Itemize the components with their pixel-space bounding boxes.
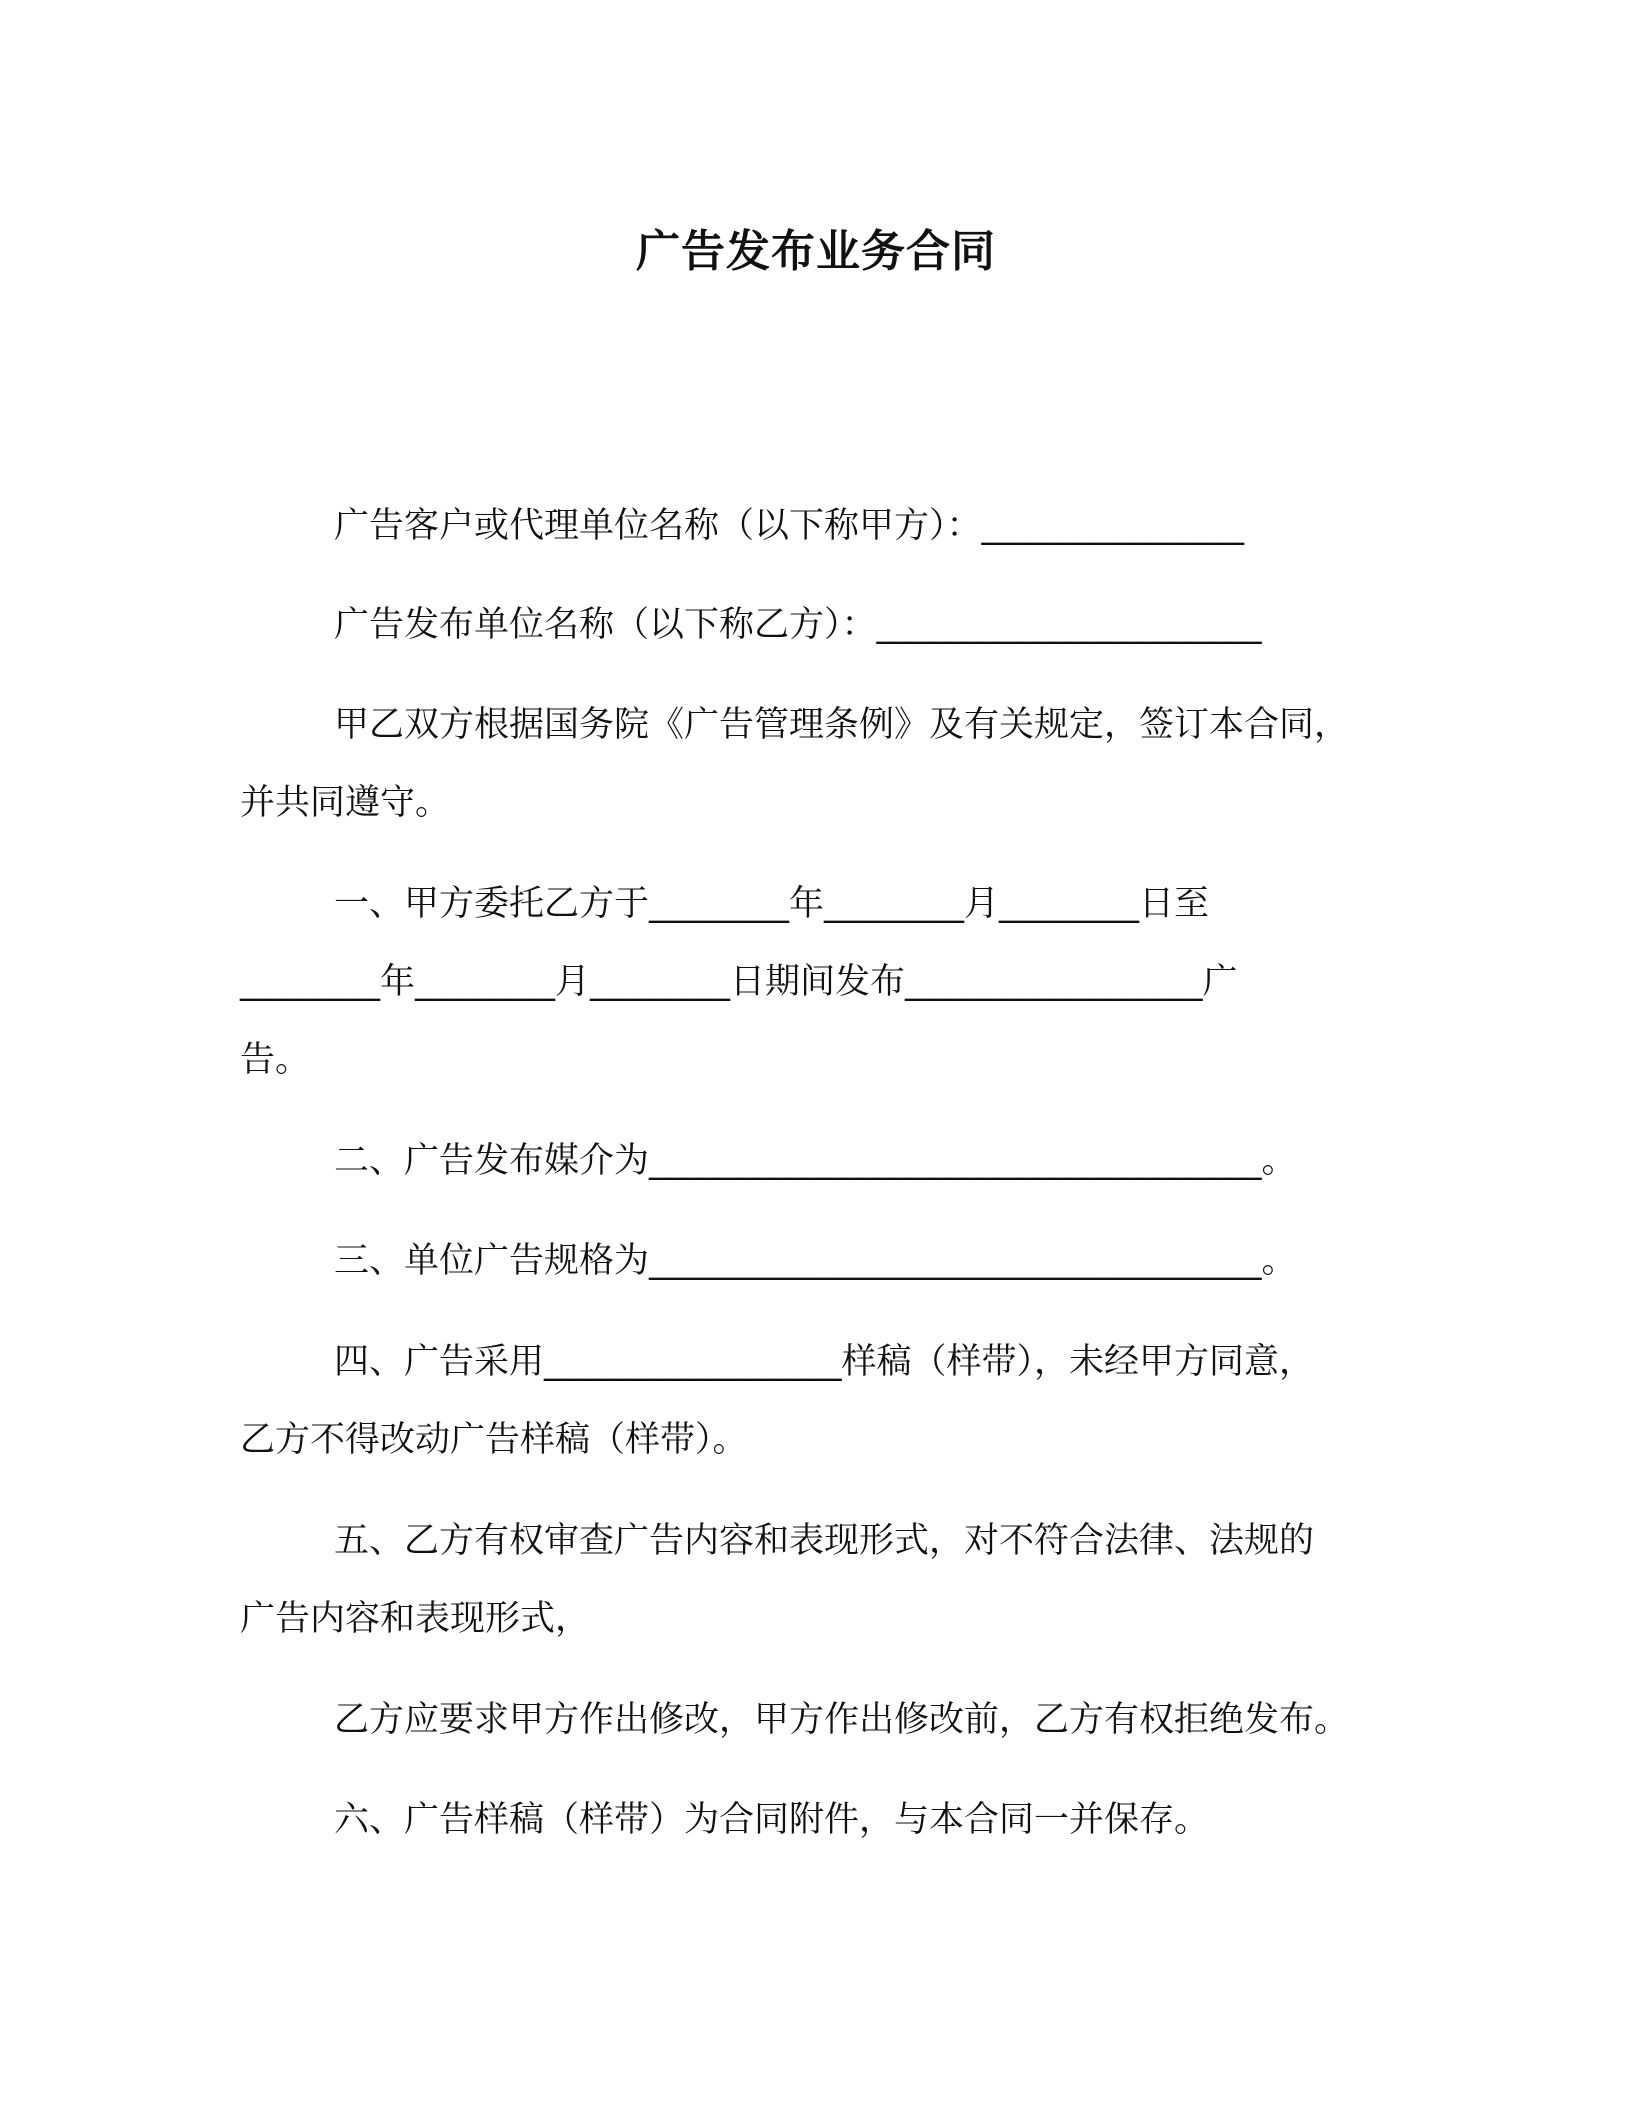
preamble-line-1: 甲乙双方根据国务院《广告管理条例》及有关规定，签订本合同， — [334, 705, 1350, 745]
clause-5-line-2: 广告内容和表现形式， — [240, 1599, 591, 1639]
party-a-line: 广告客户或代理单位名称（以下称甲方）：_______________ — [334, 506, 1245, 546]
party-b-line: 广告发布单位名称（以下称乙方）：______________________ — [334, 605, 1262, 645]
clause-5-line-1: 五、乙方有权审查广告内容和表现形式，对不符合法律、法规的 — [334, 1521, 1315, 1561]
clause-1-line-1: 一、甲方委托乙方于________年________月________日至 — [334, 884, 1210, 924]
clause-1-line-3: 告。 — [240, 1040, 311, 1080]
clause-2-line: 二、广告发布媒介为___________________________________。 — [334, 1141, 1297, 1181]
clause-1-line-2: ________年________月________日期间发布_________________广 — [240, 962, 1238, 1002]
clause-4-line-1: 四、广告采用_________________样稿（样带），未经甲方同意， — [334, 1342, 1315, 1382]
clause-6-line: 六、广告样稿（样带）为合同附件，与本合同一并保存。 — [334, 1800, 1210, 1840]
clause-3-line: 三、单位广告规格为___________________________________。 — [334, 1241, 1297, 1281]
clause-5-line-3: 乙方应要求甲方作出修改，甲方作出修改前，乙方有权拒绝发布。 — [334, 1700, 1350, 1740]
preamble-line-2: 并共同遵守。 — [240, 783, 451, 823]
clause-4-line-2: 乙方不得改动广告样稿（样带）。 — [240, 1420, 748, 1460]
document-title: 广告发布业务合同 — [636, 226, 996, 277]
